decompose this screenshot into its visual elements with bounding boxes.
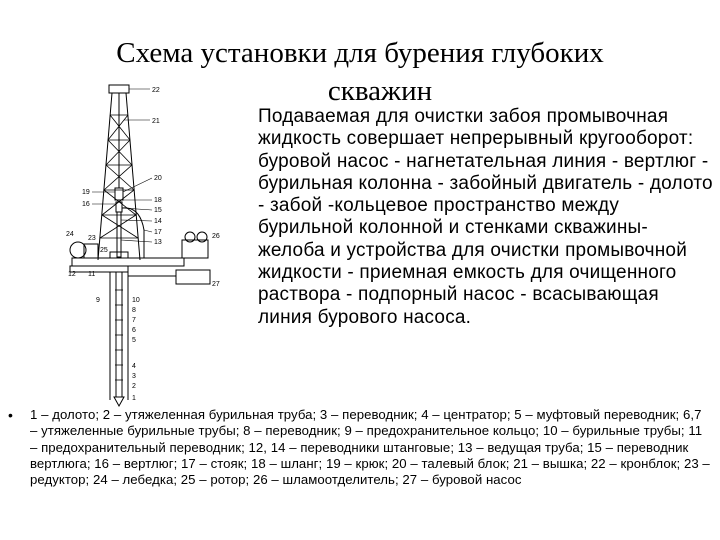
callout-20: 20 (154, 175, 162, 182)
title-line-2: скважин (327, 75, 433, 107)
bullet-marker: • (8, 407, 13, 423)
shale-shaker-shape (182, 240, 208, 258)
rig-floor (72, 258, 184, 266)
crown-block-shape (109, 85, 129, 93)
callout-14: 14 (154, 218, 162, 225)
callout-21: 21 (152, 118, 160, 125)
kelly-shape (117, 212, 121, 257)
callout-7: 7 (132, 317, 136, 324)
drill-bit-shape (114, 397, 124, 406)
callout-6: 6 (132, 327, 136, 334)
callout-23: 23 (88, 235, 96, 242)
callout-9: 9 (96, 297, 100, 304)
callout-2: 2 (132, 383, 136, 390)
callout-10: 10 (132, 297, 140, 304)
callout-13: 13 (154, 239, 162, 246)
callout-16: 16 (82, 201, 90, 208)
callout-4: 4 (132, 363, 136, 370)
callout-24: 24 (66, 231, 74, 238)
circulation-description: Подаваемая для очистки забоя промывочная жидкость совершает непрерывный кругооборот: буровой насос - нагнетательная линия - вертлюг - бурильная колонна - забойный двигатель - долото - забой -кольцевое пространство между бурильной колонной и стенками скважины-желоба и устройства для очистки промывочной жидкости - приемная емкость для очищенного раствора - подпорный насос - всасывающая линия бурового насоса. (258, 106, 713, 328)
substructure (70, 266, 128, 272)
drill-string (116, 272, 122, 397)
callout-11: 11 (88, 271, 96, 278)
callout-12: 12 (68, 271, 76, 278)
title-line-1: Схема установки для бурения глубоких (116, 37, 604, 69)
callout-27: 27 (212, 281, 220, 288)
callout-19: 19 (82, 189, 90, 196)
callout-25: 25 (100, 247, 108, 254)
callout-18: 18 (154, 197, 162, 204)
callout-5: 5 (132, 337, 136, 344)
mud-pump-shape (176, 270, 210, 284)
drilling-rig-drawing (52, 80, 252, 410)
diagram-legend: 1 – долото; 2 – утяжеленная бурильная труба; 3 – переводник; 4 – центратор; 5 – муфтовый переводник; 6,7 – утяжеленные бурильные трубы; 8 – переводник; 9 – предохранительное кольцо; 10 – бурильные трубы; 11 – предохранительный переводник; 12, 14 – переводники штанговые; 13 – ведущая труба; 15 – переводник вертлюга; 16 – вертлюг; 17 – стояк; 18 – шланг; 19 – крюк; 20 – талевый блок; 21 – вышка; 22 – кронблок; 23 – редуктор; 24 – лебедка; 25 – ротор; 26 – шламоотделитель; 27 – буровой насос (30, 407, 710, 488)
callout-8: 8 (132, 307, 136, 314)
callout-17: 17 (154, 229, 162, 236)
drilling-rig-diagram (52, 80, 252, 410)
callout-15: 15 (154, 207, 162, 214)
callout-1: 1 (132, 395, 136, 402)
callout-26: 26 (212, 233, 220, 240)
callout-22: 22 (152, 87, 160, 94)
callout-3: 3 (132, 373, 136, 380)
